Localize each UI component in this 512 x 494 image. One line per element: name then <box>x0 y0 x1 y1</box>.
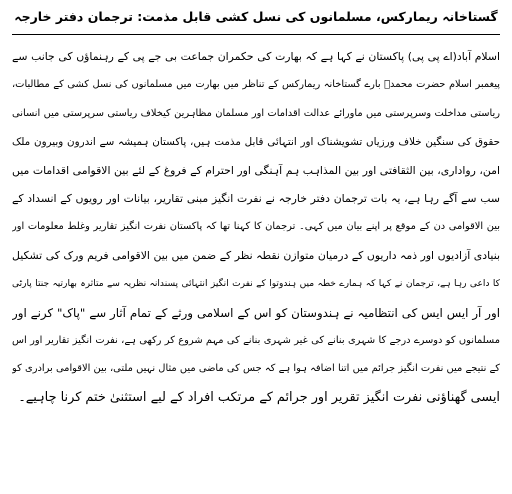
article-line: ریاستی مداخلت وسرپرستی میں ماورائے عدالت اقدامات اور مسلمان مظاہرین کیخلاف ریاستی سرپرستی میں انسانی <box>12 107 500 119</box>
article-line: پیغمبر اسلام حضرت محمدؐ بارے گستاخانہ ریمارکس کے تناظر میں بھارت میں مسلمانوں کی نسل کشی کے مطالبات، <box>12 79 500 91</box>
article-line: بین الاقوامی دن کے موقع پر اپنے بیان میں کہی۔ ترجمان کا کہنا تھا کہ پاکستان نفرت انگیز تقاریر وغلط معلومات اور <box>12 221 500 233</box>
article-line: مسلمانوں کو دوسرے درجے کا شہری بنانے کی غیر شہری بنانے کی مہم شروع کر رکھی ہے، نفرت انگیز تقاریر اور اس <box>12 335 500 347</box>
headline-divider <box>12 34 500 35</box>
article-line: اسلام آباد(اے پی پی) پاکستان نے کہا ہے کہ بھارت کی حکمران جماعت بی جے پی کے رہنماؤں کی جانب سے <box>12 50 500 63</box>
article-line: سب سے آگے رہا ہے، یہ بات ترجمان دفتر خارجہ نے نفرت انگیز مبنی تقاریر، بیانات اور رویوں کے انسداد کے <box>12 192 500 206</box>
article-line: حقوق کی سنگین خلاف ورزیاں تشویشناک اور انتہائی قابل مذمت ہیں، پاکستان ہمیشہ سے اندرون وبیرون ملک <box>12 136 500 149</box>
article-headline: گستاخانہ ریمارکس، مسلمانوں کی نسل کشی قابل مذمت: ترجمان دفتر خارجہ <box>14 9 498 24</box>
article-line: اور آر ایس ایس کی انتظامیہ نے ہندوستان کو اس کے اسلامی ورثے کے تمام آثار سے "پاک" کرنے اور <box>12 305 500 320</box>
article-line: کے نتیجے میں نفرت انگیز جرائم میں اتنا اضافہ ہوا ہے کہ جس کی ماضی میں مثال نہیں ملتی، بین الاقوامی برادری کو <box>12 363 500 375</box>
article-line: بنیادی آزادیوں اور ذمہ داریوں کے درمیان متوازن نقطہ نظر کے ضمن میں بین الاقوامی فریم ورک کی تشکیل <box>12 248 500 262</box>
article-line: ایسی گھناؤنی نفرت انگیز تقریر اور جرائم کے مرتکب افراد کے لیے استثنیٰ ختم کرنا چاہیے۔ <box>18 389 500 405</box>
article-line: امن، رواداری، بین الثقافتی اور بین المذاہب ہم آہنگی اور احترام کے فروغ کے لئے بین الاقوامی اقدامات میں <box>12 163 500 177</box>
article-body <box>12 43 500 412</box>
article-line: کا داعی رہا ہے، ترجمان نے کہا کہ ہمارے خطہ میں ہندوتوا کے نفرت انگیز انتہائی پسندانہ نظریہ سے متاثرہ بھارتیہ جنتا پارٹی <box>12 279 500 290</box>
